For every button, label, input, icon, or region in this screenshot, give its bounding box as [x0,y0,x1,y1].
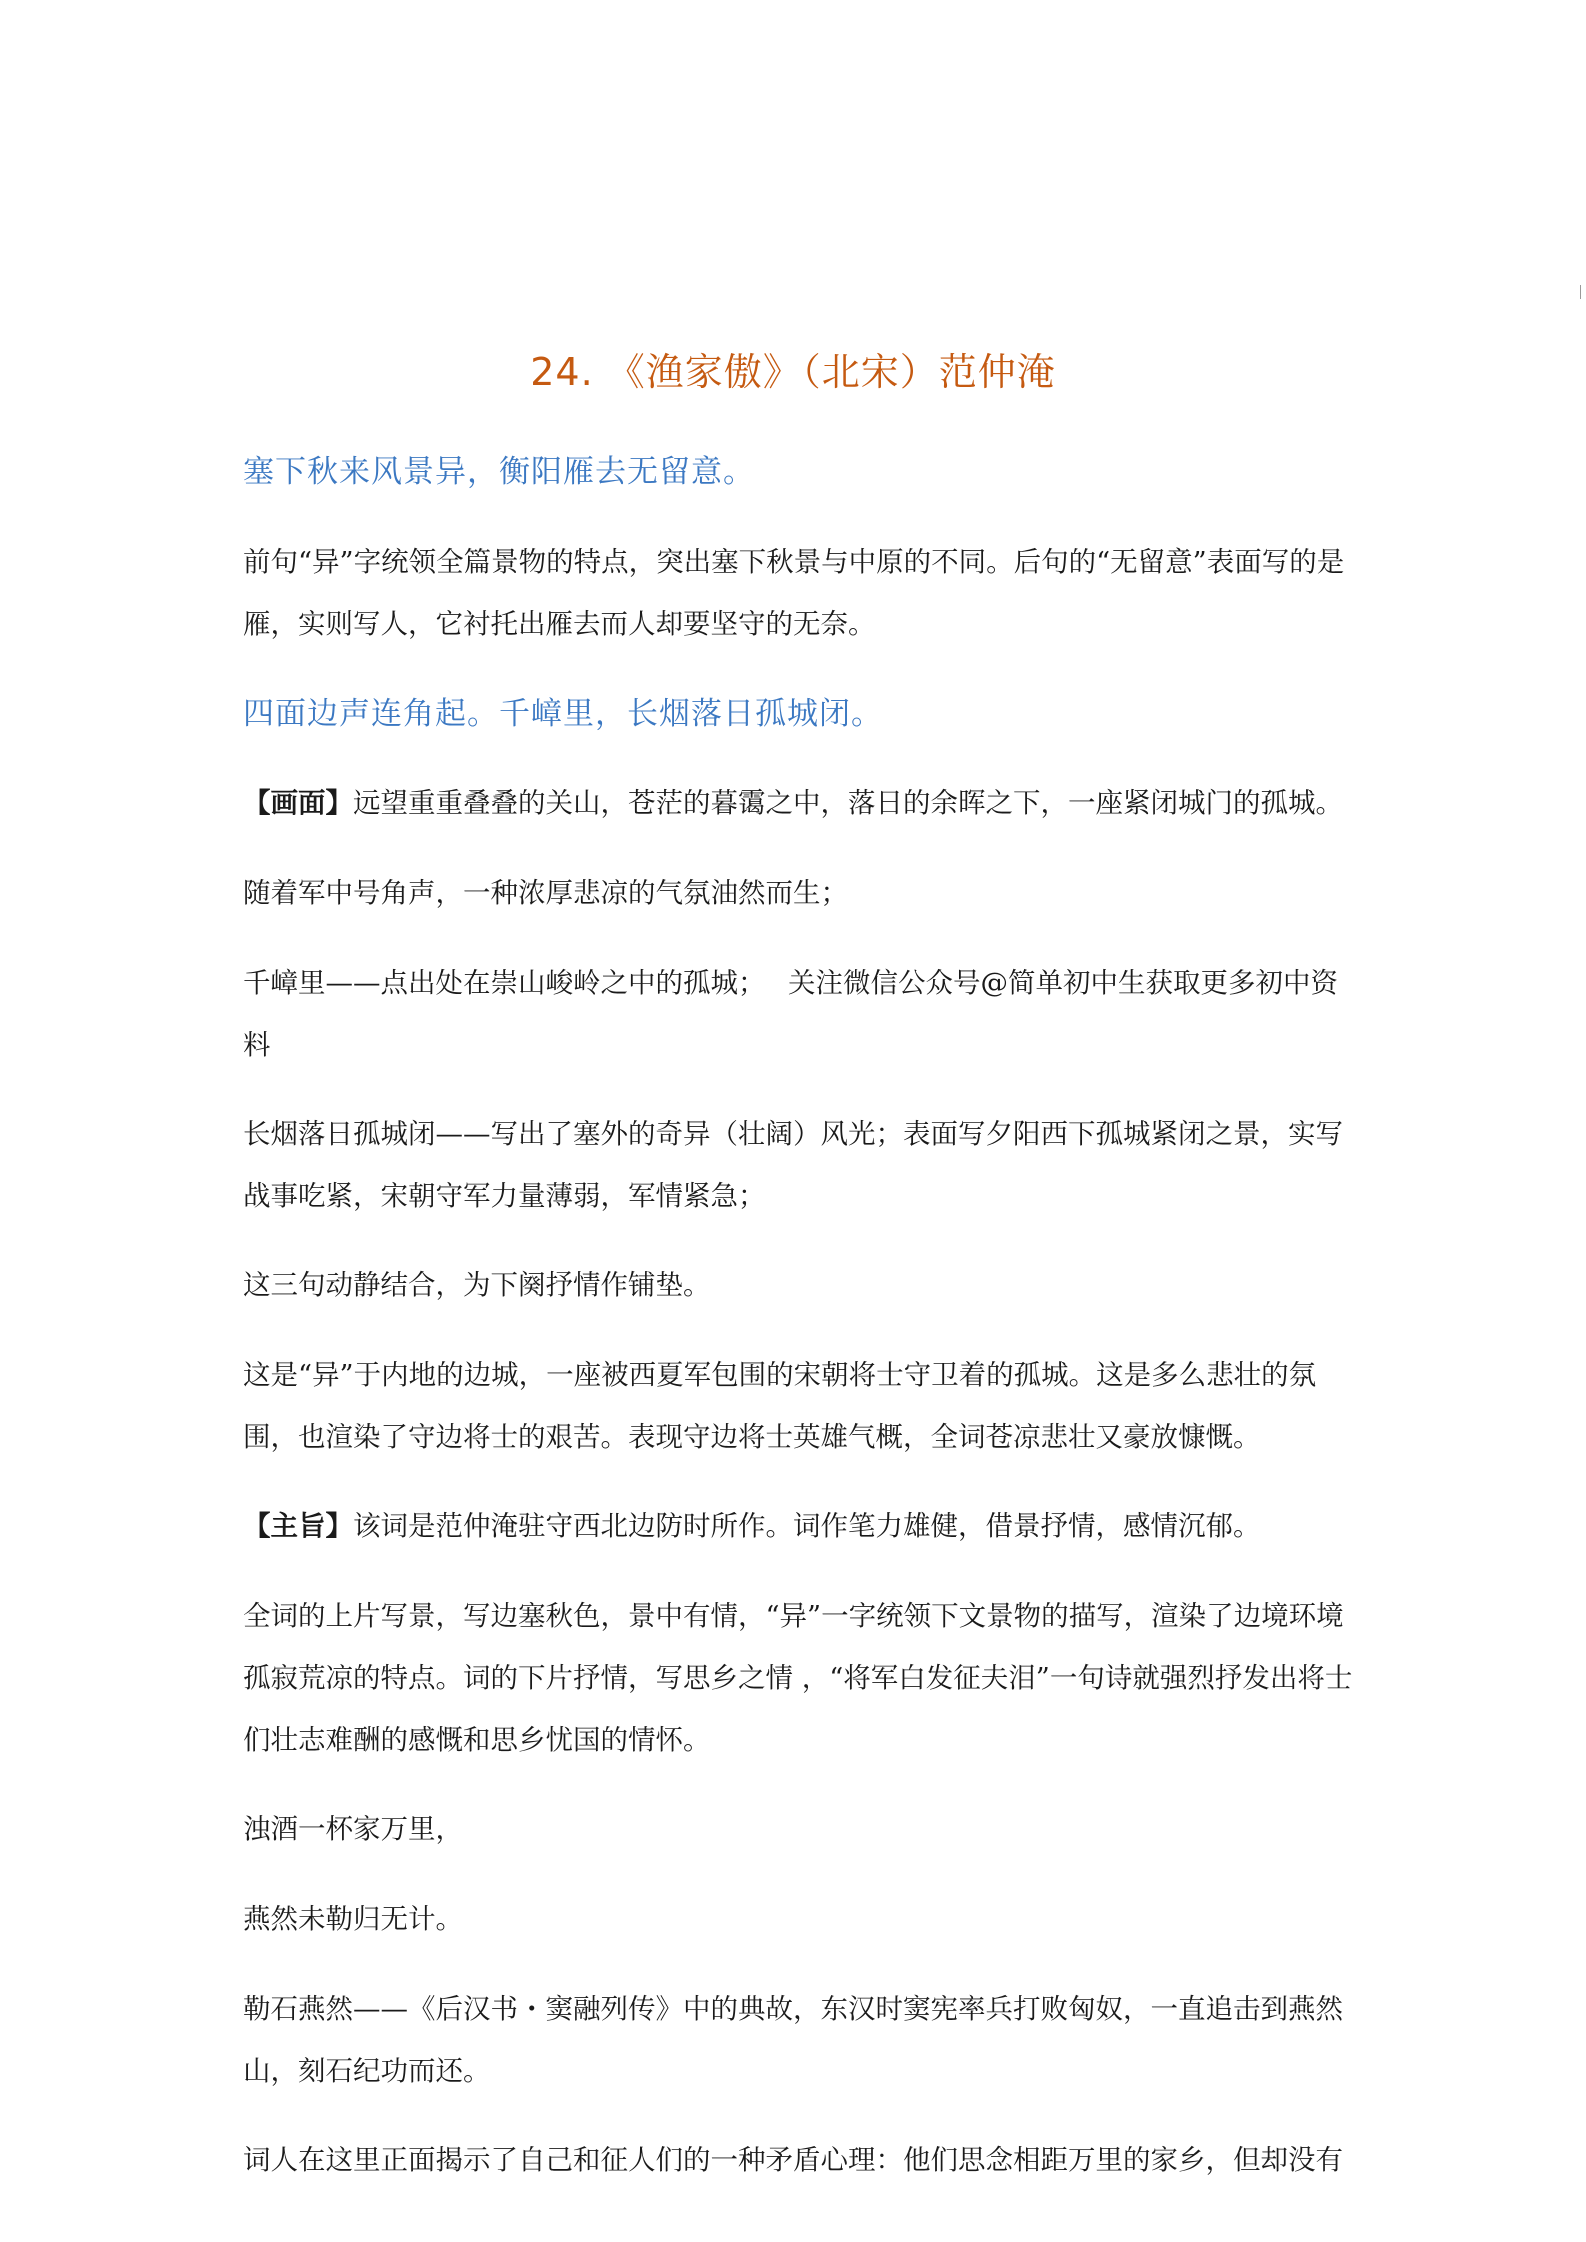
page-edge-mark [1580,285,1581,299]
paragraph-scene [243,772,1363,834]
verse-line-1: 塞下秋来风景异，衡阳雁去无留意。 [243,454,755,490]
paragraph-10: 浊酒一杯家万里， [243,1813,463,1845]
paragraph-12: 勒石燕然——《后汉书・窦融列传》中的典故，东汉时窦宪率兵打败匈奴，一直追击到燕然山，刻石纪功而还。 [243,1993,1343,2087]
paragraph-4: 千嶂里——点出处在崇山峻岭之中的孤城； 关注微信公众号@简单初中生获取更多初中资料 [243,967,1338,1061]
paragraph-theme [243,1495,1363,1557]
theme-tag: 【主旨】 [243,1510,353,1542]
page-title: 24. 《渔家傲》（北宋）范仲淹 [530,350,1056,394]
paragraph-9: 全词的上片写景，写边塞秋色，景中有情，“异”一字统领下文景物的描写，渲染了边境环境孤寂荒凉的特点。词的下片抒情，写思乡之情 ，“将军白发征夫泪”一句诗就强烈抒发出将士们壮志难酬的感慨和思乡忧国的情怀。 [243,1600,1353,1756]
paragraph-3: 随着军中号角声，一种浓厚悲凉的气氛油然而生； [243,877,848,909]
paragraph-11: 燕然未勒归无计。 [243,1903,463,1935]
scene-text: 远望重重叠叠的关山，苍茫的暮霭之中，落日的余晖之下，一座紧闭城门的孤城。 [353,787,1343,819]
paragraph-1: 前句“异”字统领全篇景物的特点，突出塞下秋景与中原的不同。后句的“无留意”表面写的是雁，实则写人，它衬托出雁去而人却要坚守的无奈。 [243,546,1345,640]
paragraph-5: 长烟落日孤城闭——写出了塞外的奇异（壮阔）风光；表面写夕阳西下孤城紧闭之景，实写战事吃紧，宋朝守军力量薄弱，军情紧急； [243,1118,1343,1212]
verse-line-2: 四面边声连角起。千嶂里，长烟落日孤城闭。 [243,696,883,732]
paragraph-7: 这是“异”于内地的边城，一座被西夏军包围的宋朝将士守卫着的孤城。这是多么悲壮的氛围，也渲染了守边将士的艰苦。表现守边将士英雄气概，全词苍凉悲壮又豪放慷慨。 [243,1359,1317,1453]
scene-tag: 【画面】 [243,787,353,819]
paragraph-13: 词人在这里正面揭示了自己和征人们的一种矛盾心理：他们思念相距万里的家乡，但却没有 [243,2144,1343,2176]
paragraph-6: 这三句动静结合，为下阕抒情作铺垫。 [243,1269,711,1301]
theme-text: 该词是范仲淹驻守西北边防时所作。词作笔力雄健，借景抒情，感情沉郁。 [353,1510,1261,1542]
